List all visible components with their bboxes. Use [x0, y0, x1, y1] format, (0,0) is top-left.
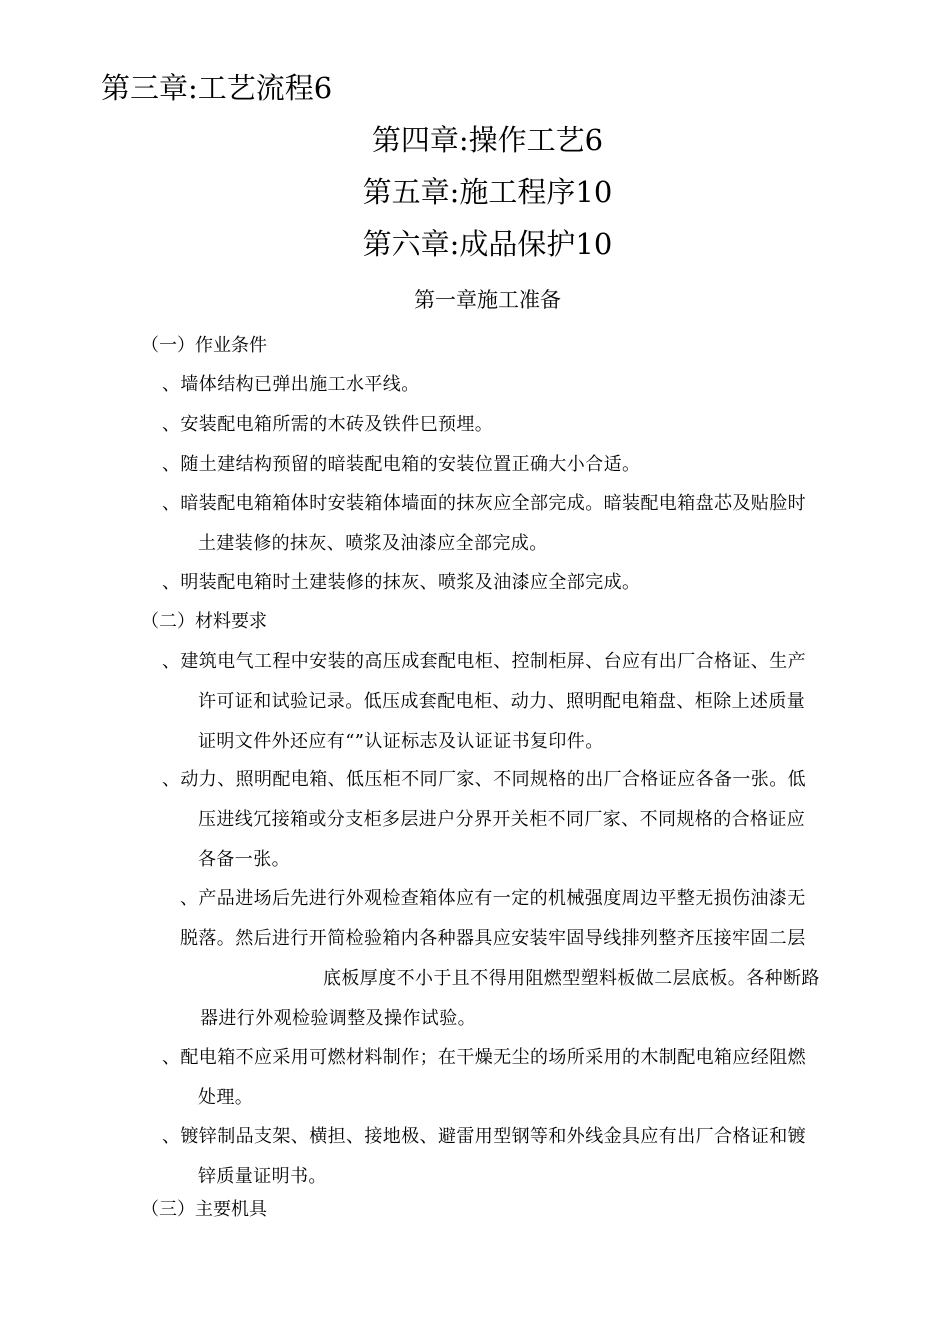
item-line: 器进行外观检验调整及操作试验。 [200, 1008, 476, 1029]
toc-line-chapter-3: 第三章:工艺流程6 [101, 71, 333, 105]
item-line: 处理。 [198, 1087, 254, 1108]
list-item [162, 365, 420, 405]
item-line: 、暗装配电箱箱体时安装箱体墙面的抹灰应全部完成。暗装配电箱盘芯及贴脸时 [162, 493, 806, 514]
toc-line-chapter-6: 第六章:成品保护10 [362, 227, 613, 261]
section-heading-material-requirements: （二）材料要求 [141, 611, 267, 632]
list-item [162, 563, 640, 603]
item-line: 、安装配电箱所需的木砖及铁件巳预埋。 [162, 414, 494, 435]
toc-line-chapter-4: 第四章:操作工艺6 [371, 123, 604, 157]
item-line: 、产品进场后先进行外观检查箱体应有一定的机械强度周边平整无损伤油漆无 [180, 888, 806, 909]
list-item [162, 445, 640, 485]
item-line: 证明文件外还应有“”认证标志及认证证书复印件。 [198, 731, 604, 752]
list-item [162, 1117, 806, 1197]
chapter-title: 第一章施工准备 [414, 288, 561, 312]
item-line: 、建筑电气工程中安装的高压成套配电柜、控制柜屏、台应有出厂合格证、生产 [162, 651, 806, 672]
list-item [162, 1038, 806, 1118]
item-line: 锌质量证明书。 [198, 1166, 327, 1187]
section-heading-work-conditions: （一）作业条件 [141, 335, 267, 356]
item-line: 、墙体结构已弹出施工水平线。 [162, 374, 420, 395]
list-item [180, 879, 820, 1039]
list-item [162, 405, 493, 445]
item-line: 许可证和试验记录。低压成套配电柜、动力、照明配电箱盘、柜除上述质量 [198, 691, 806, 712]
item-line: 、动力、照明配电箱、低压柜不同厂家、不同规格的出厂合格证应各备一张。低 [162, 769, 806, 790]
toc-line-chapter-5: 第五章:施工程序10 [362, 175, 613, 209]
list-item [162, 484, 806, 564]
item-line: 、配电箱不应采用可燃材料制作；在干燥无尘的场所采用的木制配电箱应经阻燃 [162, 1047, 806, 1068]
item-line: 、镀锌制品支架、横担、接地极、避雷用型钢等和外线金具应有出厂合格证和镀 [162, 1126, 806, 1147]
item-line: 土建装修的抹灰、喷浆及油漆应全部完成。 [198, 533, 548, 554]
item-line: 、明装配电箱时土建装修的抹灰、喷浆及油漆应全部完成。 [162, 572, 641, 593]
item-line: 各备一张。 [198, 849, 290, 870]
list-item [162, 642, 806, 762]
item-line: 、随土建结构预留的暗装配电箱的安装位置正确大小合适。 [162, 454, 641, 475]
item-line: 压进线冗接箱或分支柜多层进户分界开关柜不同厂家、不同规格的合格证应 [198, 809, 806, 830]
section-heading-main-tools: （三）主要机具 [141, 1199, 267, 1220]
item-line: 底板厚度不小于且不得用阻燃型塑料板做二层底板。各种断路 [323, 968, 820, 989]
item-line: 脱落。然后进行开简检验箱内各种器具应安装牢固导线排列整齐压接牢固二层 [180, 928, 806, 949]
list-item [162, 760, 806, 880]
